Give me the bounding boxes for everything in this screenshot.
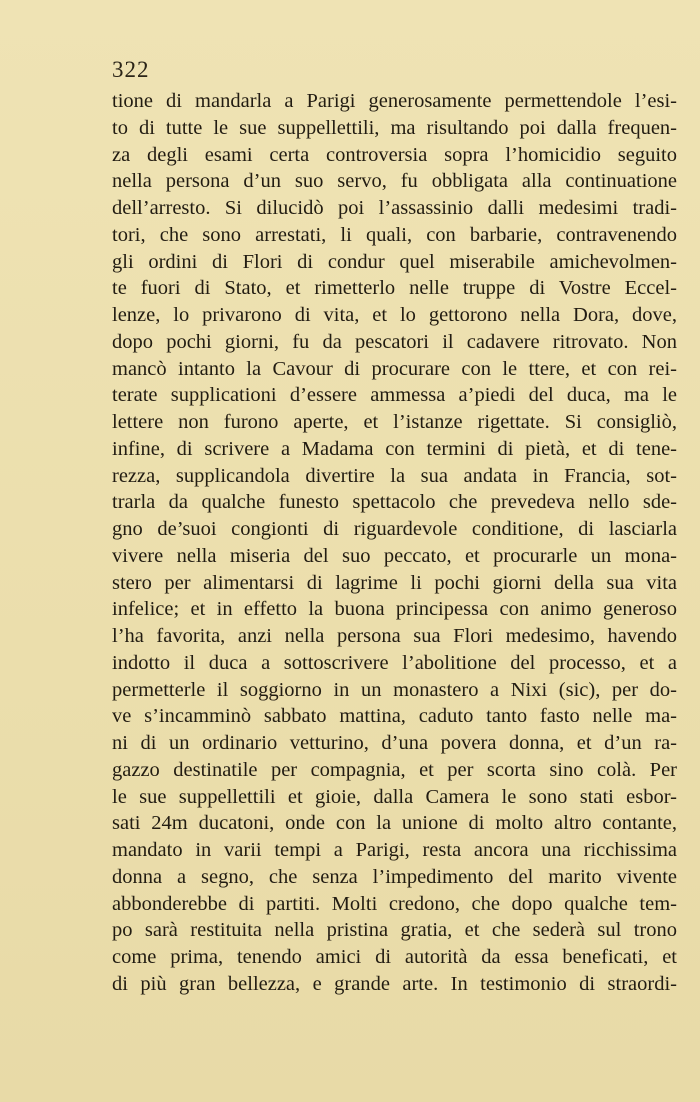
- text-line: infelice; et in effetto la buona principessa con animo generoso: [112, 598, 677, 621]
- text-line: to di tutte le sue suppellettili, ma risultando poi dalla frequen-: [112, 116, 677, 139]
- text-line: gno de’suoi congionti di riguardevole conditione, di lasciarla: [112, 518, 677, 540]
- text-line: po sarà restituita nella pristina gratia, et che sederà sul trono: [112, 919, 677, 942]
- page-number: 322: [112, 57, 150, 82]
- text-line: abbonderebbe di partiti. Molti credono, che dopo qualche tem-: [112, 892, 677, 915]
- text-line: rezza, supplicandola divertire la sua andata in Francia, sot-: [112, 464, 677, 487]
- text-line: dopo pochi giorni, fu da pescatori il cadavere ritrovato. Non: [112, 330, 677, 353]
- text-line: ni di un ordinario vetturino, d’una povera donna, et d’un ra-: [112, 732, 677, 754]
- text-line: mancò intanto la Cavour di procurare con le ttere, et con rei-: [112, 357, 677, 380]
- text-line: te fuori di Stato, et rimetterlo nelle truppe di Vostre Eccel-: [112, 277, 677, 300]
- text-line: nella persona d’un suo servo, fu obbligata alla continuatione: [112, 170, 677, 193]
- text-line: gazzo destinatile per compagnia, et per scorta sino colà. Per: [112, 758, 677, 781]
- text-line: za degli esami certa controversia sopra l’homicidio seguito: [112, 143, 677, 166]
- text-line: di più gran bellezza, e grande arte. In testimonio di straordi-: [112, 972, 677, 995]
- text-line: l’ha favorita, anzi nella persona sua Flori medesimo, havendo: [112, 625, 677, 647]
- text-line: sati 24m ducatoni, onde con la unione di molto altro contante,: [112, 812, 677, 835]
- text-line: mandato in varii tempi a Parigi, resta ancora una ricchissima: [112, 839, 677, 861]
- text-line: trarla da qualche funesto spettacolo che prevedeva nello sde-: [112, 491, 677, 514]
- text-line: stero per alimentarsi di lagrime li pochi giorni della sua vita: [112, 571, 677, 594]
- text-line: infine, di scrivere a Madama con termini di pietà, et di tene-: [112, 437, 677, 460]
- text-line: vivere nella miseria del suo peccato, et procurarle un mona-: [112, 544, 677, 567]
- text-line: donna a segno, che senza l’impedimento del marito vivente: [112, 865, 677, 888]
- text-line: le sue suppellettili et gioie, dalla Camera le sono stati esbor-: [112, 785, 677, 808]
- body-text: [112, 88, 677, 998]
- text-line: ve s’incamminò sabbato mattina, caduto tanto fasto nelle ma-: [112, 705, 677, 728]
- text-line: dell’arresto. Si dilucidò poi l’assassinio dalli medesimi tradi-: [112, 197, 677, 219]
- text-line: indotto il duca a sottoscrivere l’abolitione del processo, et a: [112, 651, 677, 674]
- text-line: tione di mandarla a Parigi generosamente permettendole l’esi-: [112, 90, 677, 112]
- text-line: terate supplicationi d’essere ammessa a’piedi del duca, ma le: [112, 384, 677, 407]
- text-line: gli ordini di Flori di condur quel miserabile amichevolmen-: [112, 250, 677, 273]
- text-line: lettere non furono aperte, et l’istanze rigettate. Si consigliò,: [112, 411, 677, 433]
- text-line: permetterle il soggiorno in un monastero a Nixi (sic), per do-: [112, 678, 677, 701]
- text-line: tori, che sono arrestati, li quali, con barbarie, contravenendo: [112, 223, 677, 246]
- text-line: lenze, lo privarono di vita, et lo gettorono nella Dora, dove,: [112, 304, 677, 326]
- text-line: come prima, tenendo amici di autorità da essa beneficati, et: [112, 946, 677, 968]
